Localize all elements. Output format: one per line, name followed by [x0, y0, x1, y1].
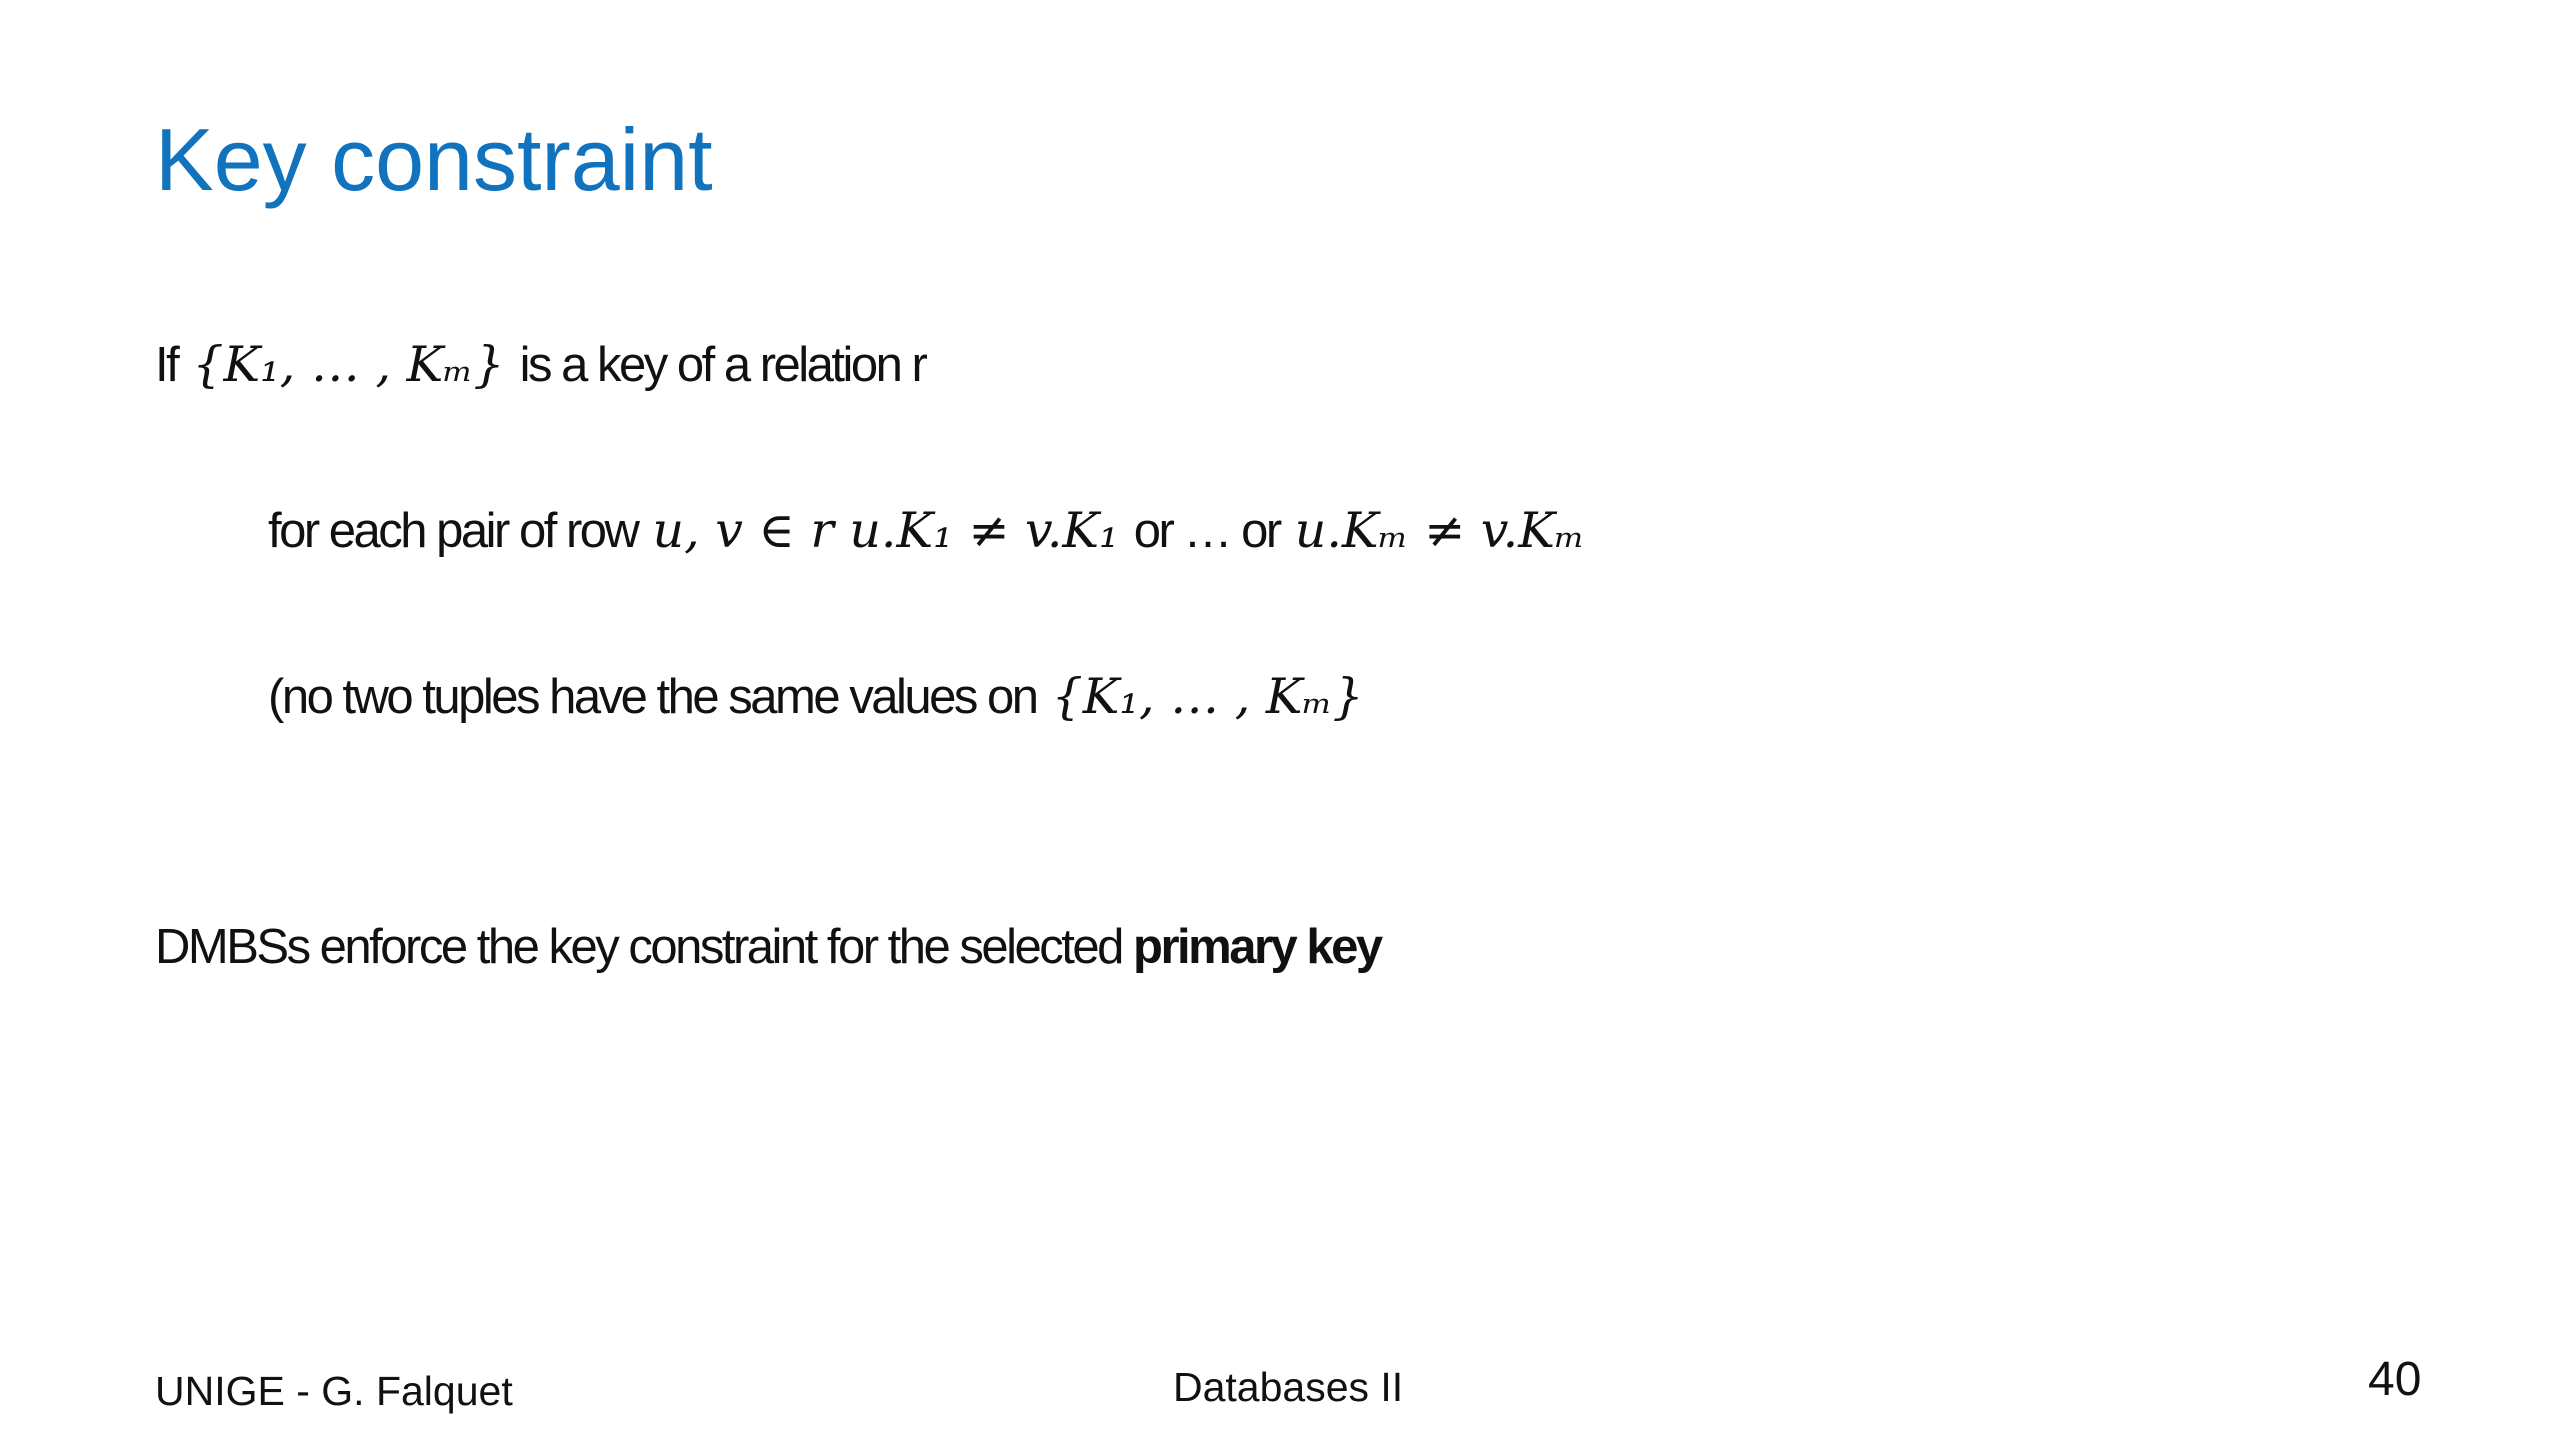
key-definition-suffix: is a key of a relation r [519, 338, 926, 392]
slide-title: Key constraint [155, 110, 713, 209]
row-pair-connector: or … or [1133, 504, 1280, 558]
row-pair-prefix: for each pair of row [268, 504, 638, 558]
dbms-enforcement-line [155, 918, 1381, 977]
row-pair-formula-last: u.Kₘ ≠ v.Kₘ [1294, 502, 1585, 559]
row-pair-formula-first: u, v ∈ r u.K₁ ≠ v.K₁ [652, 502, 1119, 559]
key-definition-prefix: If [155, 338, 178, 392]
no-duplicate-formula: {K₁, … , Kₘ} [1051, 668, 1364, 725]
slide-page-number: 40 [2368, 1353, 2422, 1406]
footer-author: UNIGE - G. Falquet [155, 1368, 513, 1414]
dbms-enforcement-text: DMBSs enforce the key constraint for the selected [155, 920, 1122, 974]
footer-course: Databases II [1173, 1364, 1404, 1410]
row-pair-condition-line [268, 502, 1589, 561]
key-definition-line [155, 336, 925, 395]
no-duplicate-prefix: (no two tuples have the same values on [268, 670, 1037, 724]
no-duplicate-tuples-line [268, 668, 1368, 727]
key-attribute-set-formula: {K₁, … , Kₘ} [192, 336, 505, 393]
primary-key-term: primary key [1133, 920, 1381, 974]
